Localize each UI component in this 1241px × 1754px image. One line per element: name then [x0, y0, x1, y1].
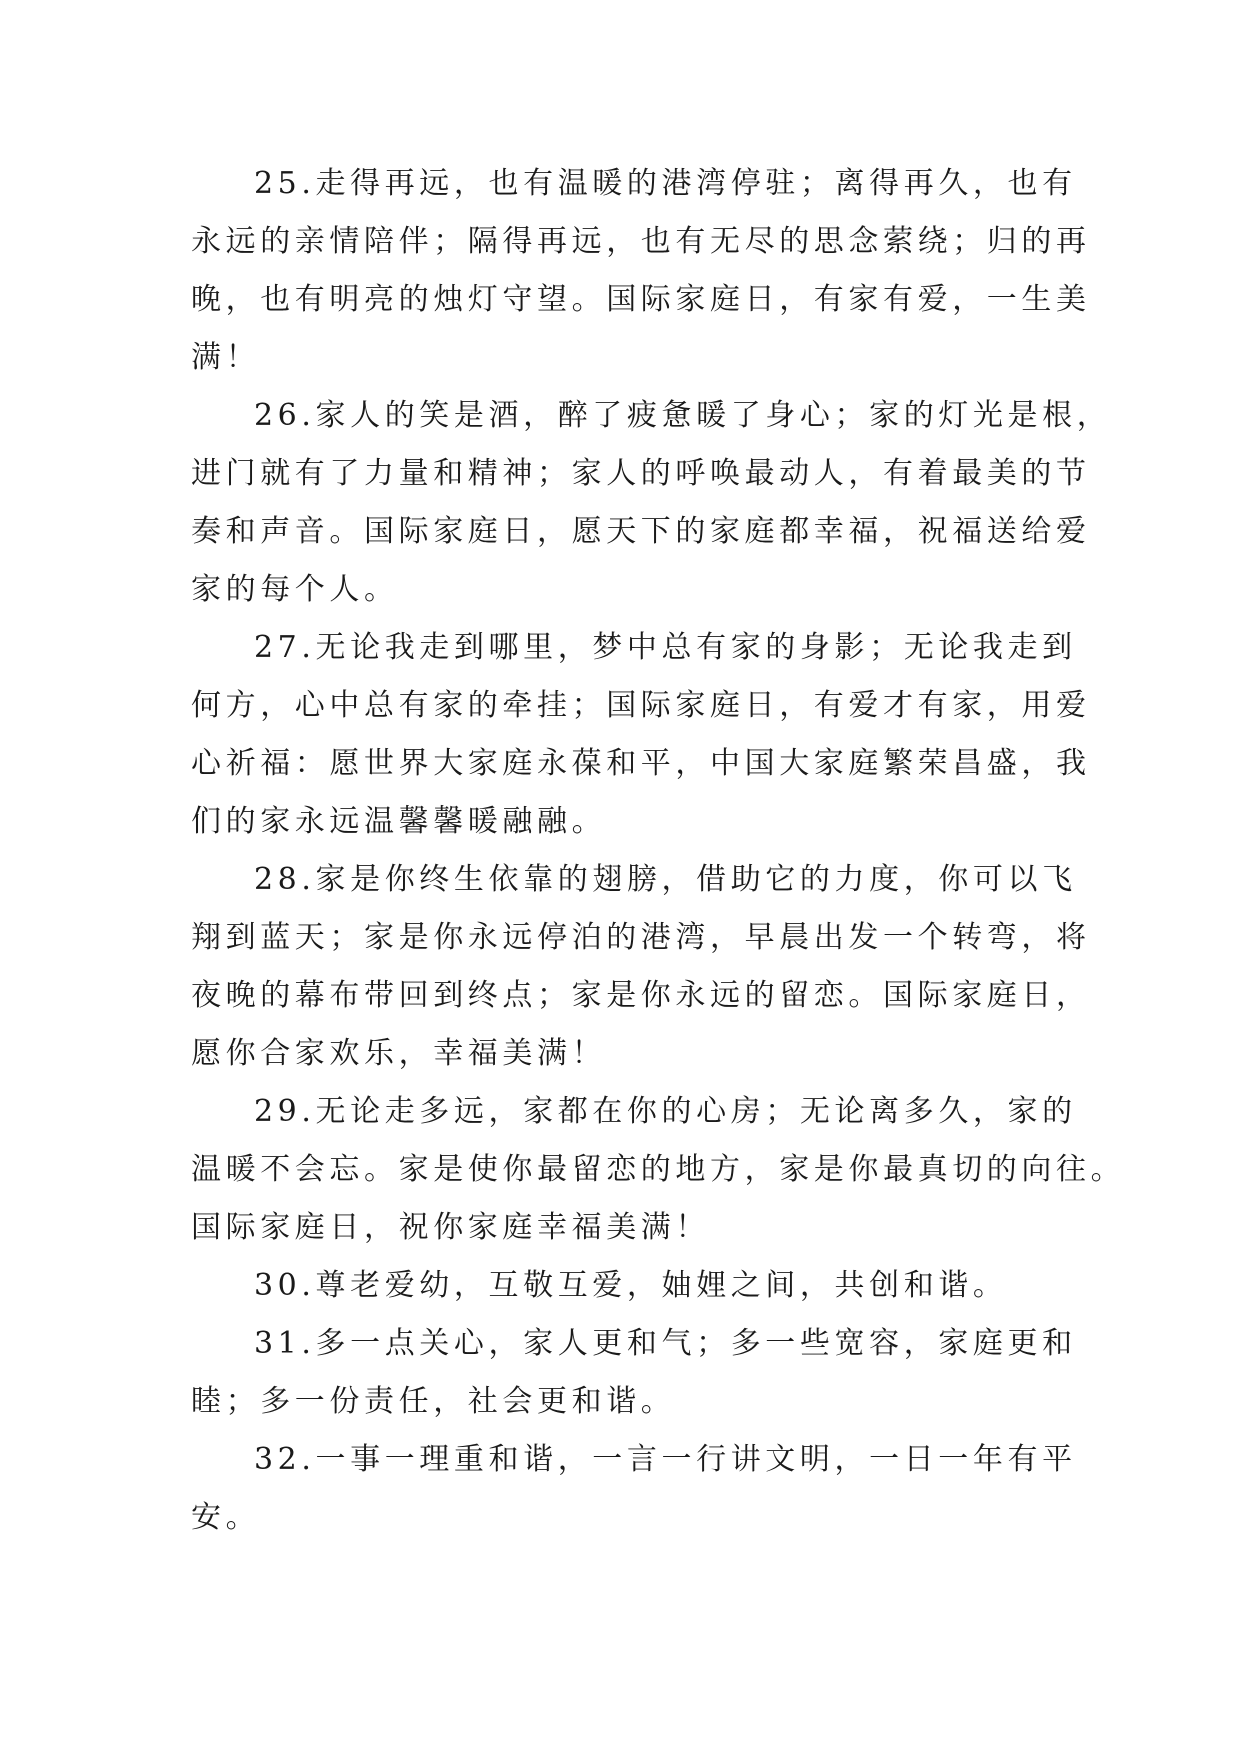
paragraph-line: 进门就有了力量和精神；家人的呼唤最动人，有着最美的节 [191, 456, 1091, 491]
paragraph-line: 夜晚的幕布带回到终点；家是你永远的留恋。国际家庭日， [191, 978, 1091, 1013]
paragraph-line: 32.一事一理重和谐，一言一行讲文明，一日一年有平 [254, 1442, 1077, 1477]
paragraph-line: 30.尊老爱幼，互敬互爱，妯娌之间，共创和谐。 [254, 1268, 1008, 1303]
paragraph-line: 国际家庭日，祝你家庭幸福美满！ [191, 1210, 710, 1245]
paragraph-line: 27.无论我走到哪里，梦中总有家的身影；无论我走到 [254, 630, 1077, 665]
paragraph-32 [191, 1431, 1077, 1547]
paragraph-26 [191, 387, 1112, 619]
paragraph-line: 25.走得再远，也有温暖的港湾停驻；离得再久，也有 [254, 166, 1077, 201]
paragraph-25 [191, 155, 1091, 387]
paragraph-line: 们的家永远温馨馨暖融融。 [191, 804, 607, 839]
paragraph-line: 28.家是你终生依靠的翅膀，借助它的力度，你可以飞 [254, 862, 1077, 897]
paragraph-line: 永远的亲情陪伴；隔得再远，也有无尽的思念萦绕；归的再 [191, 224, 1091, 259]
paragraph-line: 31.多一点关心，家人更和气；多一些宽容，家庭更和 [254, 1326, 1077, 1361]
paragraph-line: 何方，心中总有家的牵挂；国际家庭日，有爱才有家，用爱 [191, 688, 1091, 723]
paragraph-line: 愿你合家欢乐，幸福美满！ [191, 1036, 607, 1071]
paragraph-line: 29.无论走多远，家都在你的心房；无论离多久，家的 [254, 1094, 1077, 1129]
paragraph-27 [191, 619, 1091, 851]
paragraph-29 [191, 1083, 1126, 1257]
paragraph-line: 安。 [191, 1500, 261, 1535]
paragraph-line: 满！ [191, 340, 261, 375]
paragraph-line: 心祈福：愿世界大家庭永葆和平，中国大家庭繁荣昌盛，我 [191, 746, 1091, 781]
paragraph-30 [191, 1257, 1051, 1315]
paragraph-line: 晚，也有明亮的烛灯守望。国际家庭日，有家有爱，一生美 [191, 282, 1091, 317]
paragraph-line: 家的每个人。 [191, 572, 399, 607]
paragraph-line: 睦；多一份责任，社会更和谐。 [191, 1384, 676, 1419]
paragraph-line: 26.家人的笑是酒，醉了疲惫暖了身心；家的灯光是根， [254, 398, 1112, 433]
paragraph-line: 温暖不会忘。家是使你最留恋的地方，家是你最真切的向往。 [191, 1152, 1126, 1187]
document-body [191, 155, 1126, 1547]
paragraph-28 [191, 851, 1091, 1083]
paragraph-line: 奏和声音。国际家庭日，愿天下的家庭都幸福，祝福送给爱 [191, 514, 1091, 549]
paragraph-31 [191, 1315, 1077, 1431]
paragraph-line: 翔到蓝天；家是你永远停泊的港湾，早晨出发一个转弯，将 [191, 920, 1091, 955]
